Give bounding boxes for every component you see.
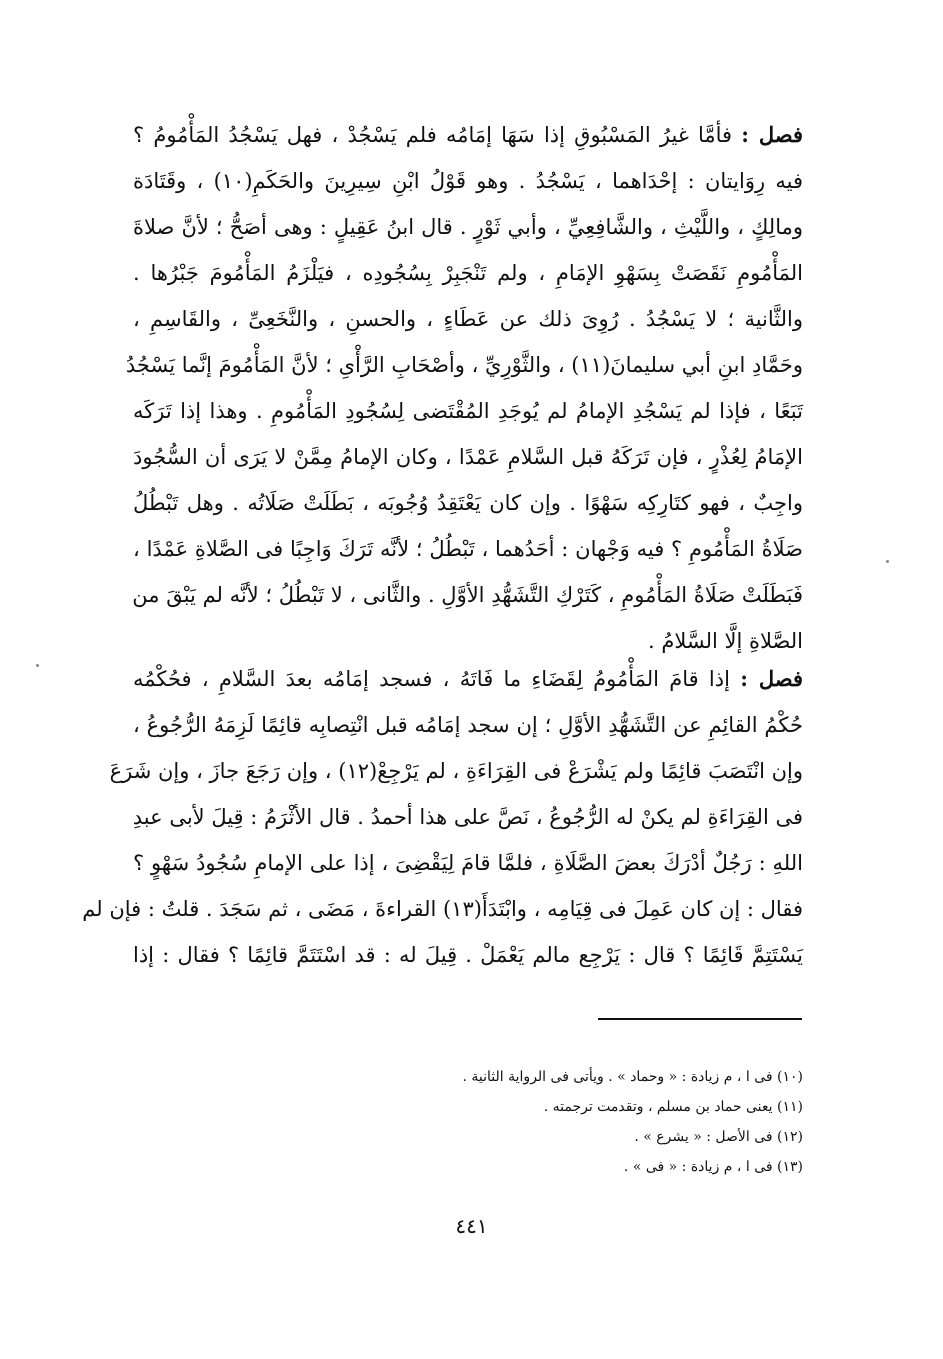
text-line: والثَّانية ؛ لا يَسْجُدُ . رُوِىَ ذلك عن عَطَاءٍ ، والحسنِ ، والنَّخَعِىِّ ، والقَاسِمِ ، [133,307,803,331]
scan-speck [36,664,39,667]
section-heading: فصل : [740,666,803,691]
page-number: ٤٤١ [455,1214,488,1238]
footnote: (١٢) فى الأصل : « يشرع » . [634,1129,803,1145]
text-line: واجِبٌ ، فهو كتَارِكِه سَهْوًا . وإن كان يَعْتَقِدُ وُجُوبَه ، بَطَلَتْ صَلَاتُه . وهل تَبْطُلُ [133,491,803,515]
text-line: الصَّلاةِ إلَّا السَّلامُ . [648,629,803,653]
text-line: الإمَامُ لِعُذْرٍ ، فإن تَرَكَهُ قبل السَّلامِ عَمْدًا ، وكان الإمامُ مِمَّنْ لا يَرَى أن السُّجُودَ [133,445,803,469]
text-line: فَبَطَلَتْ صَلَاةُ المَأْمُومِ ، كَتَرْكِ التَّشَهُّدِ الأوَّلِ . والثَّانى ، لا تَبْطُلُ ؛ لأنَّه لم يَبْقَ من [132,583,803,607]
text-line: فيه رِوَايتان : إحْدَاهما ، يَسْجُدُ . وهو قَوْلُ ابْنِ سِيرِينَ والحَكَمِ(١٠) ، وقَتَادَة [133,169,804,193]
scan-speck [886,560,889,563]
section-heading: فصل : [741,122,803,147]
text-line: وإن انْتَصَبَ قائِمًا ولم يَشْرَعْ فى القِرَاءَةِ ، لم يَرْجِعْ(١٢) ، وإن رَجَعَ جازَ ، وإن شَرَعَ [109,759,803,783]
footnote-divider [598,1018,802,1020]
footnotes [133,1062,803,1182]
text-line: اللهِ : رَجُلٌ أدْرَكَ بعضَ الصَّلَاةِ ، فلمَّا قامَ لِيَقْضِىَ ، إذا على الإمامِ سُجُودُ سَهْوٍ ؟ [133,851,803,875]
text-line: تَبَعًا ، فإذا لم يَسْجُدِ الإمامُ لم يُوجَدِ المُقْتَضى لِسُجُودِ المَأْمُومِ . وهذا إذا تَرَكَه [133,399,803,423]
paragraph-section-2 [82,656,803,978]
footnote: (١٣) فى ا ، م زيادة : « فى » . [623,1159,803,1175]
text-line: المَأْمُومِ نَقَصَتْ بِسَهْوِ الإمَامِ ، ولم تَنْجَبِرْ بِسُجُودِه ، فيَلْزَمُ المَأْمُومَ جَبْرُها . [133,261,803,285]
text-line: فى القِرَاءَةِ لم يكنْ له الرُّجُوعُ ، نَصَّ على هذا أحمدُ . قال الأثْرَمُ : قِيلَ لأبى عبدِ [132,805,803,829]
text-line: يَسْتَتِمَّ قَائِمًا ؟ قال : يَرْجِع مالم يَعْمَلْ . قِيلَ له : قد اسْتَتَمَّ قائِمًا ؟ فقال : إذا [133,943,803,967]
text-line: فصل : فأمَّا غيرُ المَسْبُوقِ إذا سَهَا إمَامُه فلم يَسْجُدْ ، فهل يَسْجُدُ المَأْمُومُ ؟ [133,122,803,147]
text-line: فصل : إذا قامَ المَأْمُومُ لِقَضَاءِ ما فَاتَهُ ، فسجد إمَامُه بعدَ السَّلامِ ، فحُكْمُه [133,666,803,691]
text-line: وحَمَّادِ ابنِ أبي سليمانَ(١١) ، والثَّوْرِيِّ ، وأصْحَابِ الرَّأْىِ ؛ لأنَّ المَأْمُومَ إنَّما يَسْجُدُ [125,353,803,377]
paragraph-section-1 [125,112,804,664]
text-line: حُكْمُ القائِمِ عن التَّشَهُّدِ الأوَّلِ ؛ إن سجد إمَامُه قبل انْتِصابِه قائِمًا لَزِمَهُ الرُّجُوعُ ، [133,713,803,737]
footnote: (١١) يعنى حماد بن مسلم ، وتقدمت ترجمته . [543,1099,803,1115]
footnote: (١٠) فى ا ، م زيادة : « وحماد » . ويأتى فى الرواية الثانية . [462,1069,803,1085]
text-line: صَلَاةُ المَأْمُومِ ؟ فيه وَجْهان : أحَدُهما ، تَبْطُلُ ؛ لأنَّه تَرَكَ وَاجِبًا فى الصَّلاةِ عَمْدًا ، [133,537,803,561]
text-line: ومالِكٍ ، واللَّيْثِ ، والشَّافِعِيِّ ، وأبي ثَوْرٍ . قال ابنُ عَقِيلٍ : وهى أصَحُّ ؛ لأنَّ صلاةَ [133,215,803,239]
text-line: فقال : إن كان عَمِلَ فى قِيَامِه ، وابْتَدَأَ(١٣) القراءةَ ، مَضَى ، ثم سَجَدَ . قلتُ : فإن لم [82,897,803,921]
